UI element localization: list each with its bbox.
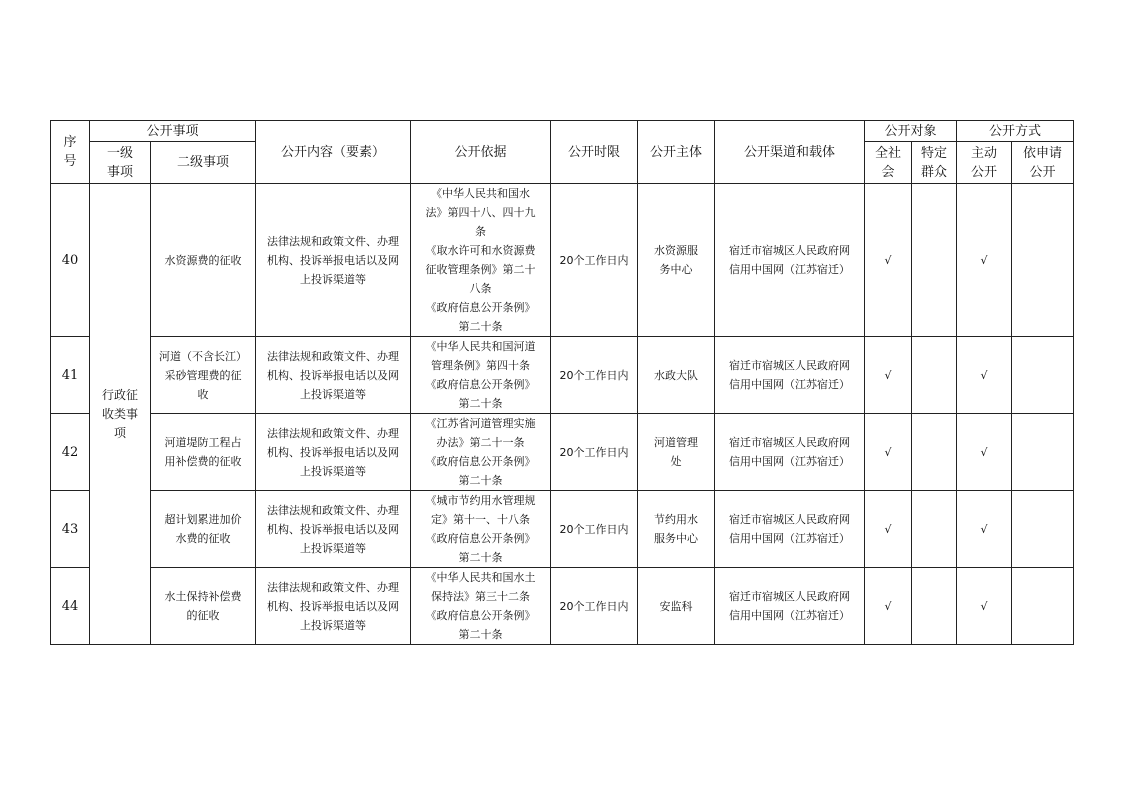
header-whole-society: 全社 会 <box>865 142 912 184</box>
whole-society-check: √ <box>865 337 912 414</box>
table-row <box>51 414 1074 491</box>
content-cell: 法律法规和政策文件、办理 机构、投诉举报电话以及网 上投诉渠道等 <box>256 568 411 645</box>
header-seq: 序 号 <box>51 121 90 184</box>
table-row <box>51 491 1074 568</box>
active-check: √ <box>957 491 1012 568</box>
header-level2: 二级事项 <box>151 142 256 184</box>
channel-cell: 宿迁市宿城区人民政府网 信用中国网（江苏宿迁） <box>715 414 865 491</box>
subject-cell: 河道管理 处 <box>638 414 715 491</box>
header-public-items: 公开事项 <box>90 121 256 142</box>
whole-society-check: √ <box>865 414 912 491</box>
time-limit-cell: 20个工作日内 <box>551 568 638 645</box>
item-name: 水资源费的征收 <box>151 184 256 337</box>
channel-cell: 宿迁市宿城区人民政府网 信用中国网（江苏宿迁） <box>715 337 865 414</box>
channel-cell: 宿迁市宿城区人民政府网 信用中国网（江苏宿迁） <box>715 491 865 568</box>
item-name: 水土保持补偿费 的征收 <box>151 568 256 645</box>
basis-cell: 《城市节约用水管理规 定》第十一、十八条 《政府信息公开条例》 第二十条 <box>411 491 551 568</box>
whole-society-check: √ <box>865 568 912 645</box>
on-request-check <box>1012 568 1074 645</box>
on-request-check <box>1012 414 1074 491</box>
header-active: 主动 公开 <box>957 142 1012 184</box>
on-request-check <box>1012 491 1074 568</box>
active-check: √ <box>957 414 1012 491</box>
active-check: √ <box>957 337 1012 414</box>
category-cell: 行政征 收类事 项 <box>90 184 151 645</box>
header-method: 公开方式 <box>957 121 1074 142</box>
header-specific-groups: 特定 群众 <box>912 142 957 184</box>
header-subject: 公开主体 <box>638 121 715 184</box>
specific-groups-check <box>912 491 957 568</box>
active-check: √ <box>957 184 1012 337</box>
time-limit-cell: 20个工作日内 <box>551 184 638 337</box>
subject-cell: 安监科 <box>638 568 715 645</box>
specific-groups-check <box>912 568 957 645</box>
active-check: √ <box>957 568 1012 645</box>
header-target: 公开对象 <box>865 121 957 142</box>
header-time-limit: 公开时限 <box>551 121 638 184</box>
channel-cell: 宿迁市宿城区人民政府网 信用中国网（江苏宿迁） <box>715 184 865 337</box>
on-request-check <box>1012 184 1074 337</box>
channel-cell: 宿迁市宿城区人民政府网 信用中国网（江苏宿迁） <box>715 568 865 645</box>
row-number: 44 <box>51 568 90 645</box>
row-number: 42 <box>51 414 90 491</box>
specific-groups-check <box>912 184 957 337</box>
row-number: 43 <box>51 491 90 568</box>
content-cell: 法律法规和政策文件、办理 机构、投诉举报电话以及网 上投诉渠道等 <box>256 491 411 568</box>
specific-groups-check <box>912 337 957 414</box>
header-on-request: 依申请 公开 <box>1012 142 1074 184</box>
specific-groups-check <box>912 414 957 491</box>
whole-society-check: √ <box>865 491 912 568</box>
time-limit-cell: 20个工作日内 <box>551 414 638 491</box>
content-cell: 法律法规和政策文件、办理 机构、投诉举报电话以及网 上投诉渠道等 <box>256 337 411 414</box>
row-number: 40 <box>51 184 90 337</box>
item-name: 超计划累进加价 水费的征收 <box>151 491 256 568</box>
table-row <box>51 337 1074 414</box>
item-name: 河道堤防工程占 用补偿费的征收 <box>151 414 256 491</box>
header-basis: 公开依据 <box>411 121 551 184</box>
basis-cell: 《中华人民共和国水 法》第四十八、四十九 条 《取水许可和水资源费 征收管理条例》第二十 八条 《政府信息公开条例》 第二十条 <box>411 184 551 337</box>
basis-cell: 《江苏省河道管理实施 办法》第二十一条 《政府信息公开条例》 第二十条 <box>411 414 551 491</box>
whole-society-check: √ <box>865 184 912 337</box>
header-level1: 一级 事项 <box>90 142 151 184</box>
time-limit-cell: 20个工作日内 <box>551 491 638 568</box>
item-name: 河道（不含长江） 采砂管理费的征 收 <box>151 337 256 414</box>
header-content: 公开内容（要素） <box>256 121 411 184</box>
on-request-check <box>1012 337 1074 414</box>
subject-cell: 节约用水 服务中心 <box>638 491 715 568</box>
row-number: 41 <box>51 337 90 414</box>
table-row <box>51 184 1074 337</box>
table-row <box>51 568 1074 645</box>
time-limit-cell: 20个工作日内 <box>551 337 638 414</box>
subject-cell: 水资源服 务中心 <box>638 184 715 337</box>
header-channel: 公开渠道和载体 <box>715 121 865 184</box>
subject-cell: 水政大队 <box>638 337 715 414</box>
basis-cell: 《中华人民共和国水土 保持法》第三十二条 《政府信息公开条例》 第二十条 <box>411 568 551 645</box>
disclosure-table <box>50 120 1074 645</box>
content-cell: 法律法规和政策文件、办理 机构、投诉举报电话以及网 上投诉渠道等 <box>256 184 411 337</box>
basis-cell: 《中华人民共和国河道 管理条例》第四十条 《政府信息公开条例》 第二十条 <box>411 337 551 414</box>
content-cell: 法律法规和政策文件、办理 机构、投诉举报电话以及网 上投诉渠道等 <box>256 414 411 491</box>
